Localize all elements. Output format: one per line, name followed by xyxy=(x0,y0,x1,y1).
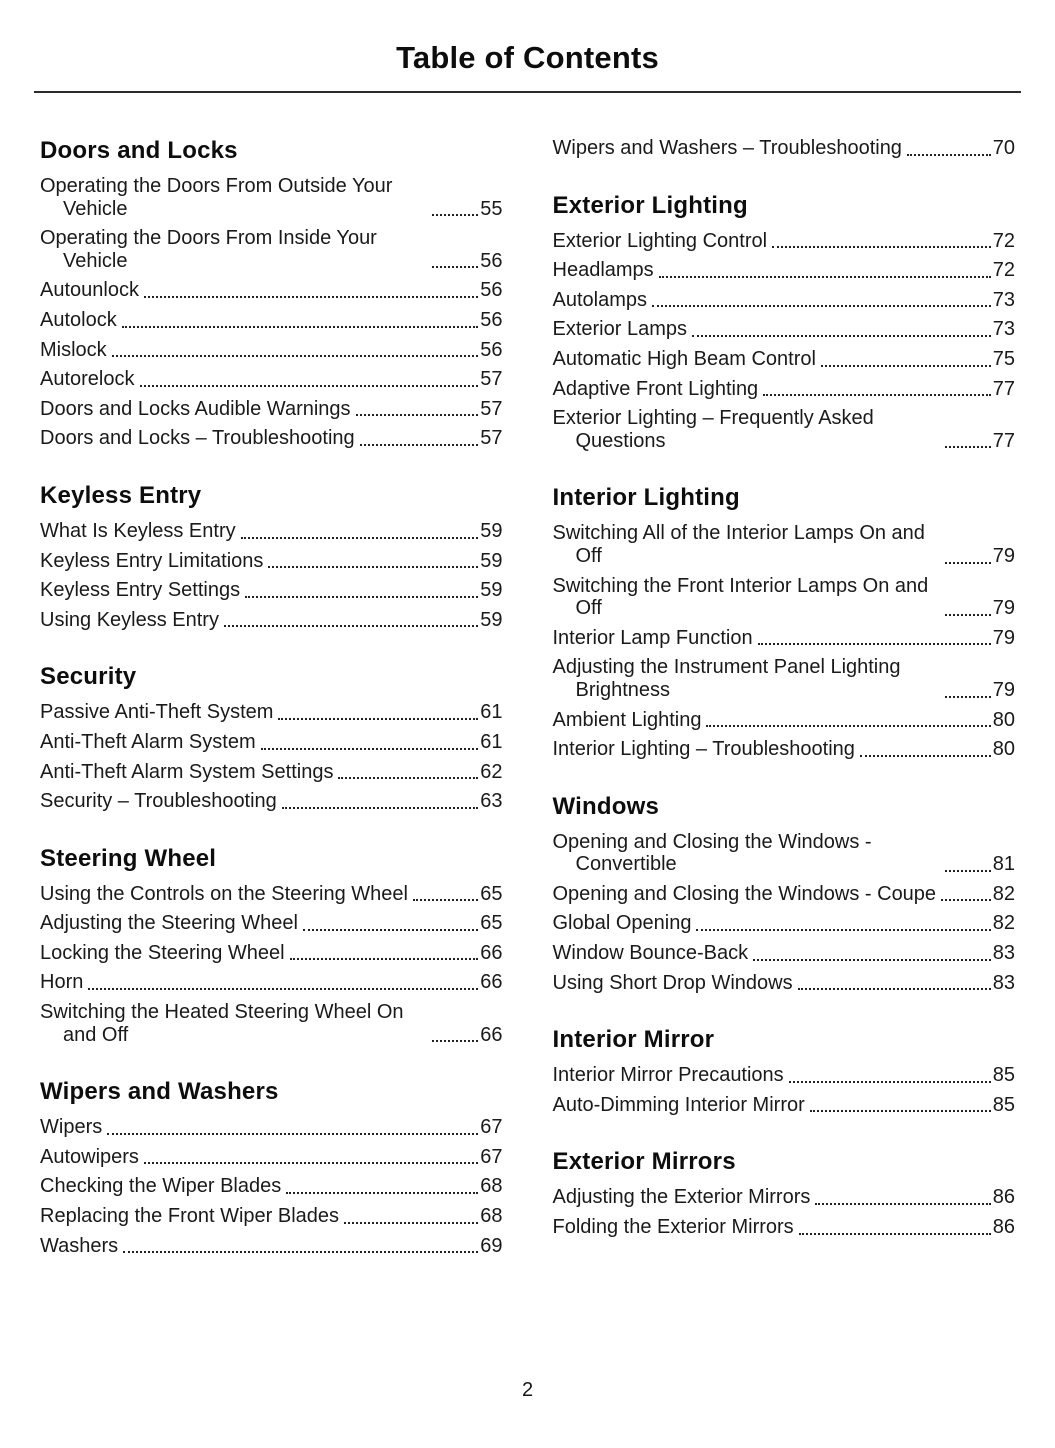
toc-entry-title: Interior Mirror Precautions xyxy=(552,1064,784,1087)
toc-entry xyxy=(40,1001,503,1046)
toc-entry xyxy=(553,378,1016,401)
toc-entry-page: 66 xyxy=(480,941,503,964)
leader-dots xyxy=(821,365,991,367)
section-heading: Steering Wheel xyxy=(40,844,217,872)
toc-entry-page: 59 xyxy=(480,519,503,542)
toc-entry-page: 72 xyxy=(992,259,1015,282)
toc-entry-page: 55 xyxy=(480,197,503,220)
toc-entry xyxy=(40,175,503,220)
toc-section xyxy=(40,1078,503,1257)
toc-entry-page: 62 xyxy=(480,760,503,783)
toc-entry xyxy=(553,289,1016,312)
footer-page-number: 2 xyxy=(521,1379,534,1401)
toc-entry-page: 82 xyxy=(992,912,1015,935)
toc-entry-title: Opening and Closing the Windows - Coupe xyxy=(552,882,937,905)
leader-dots xyxy=(286,1192,478,1194)
toc-entry-title: Autounlock xyxy=(40,279,139,302)
toc-entry-title: Exterior Lighting Control xyxy=(552,229,768,252)
toc-entry xyxy=(553,407,1016,452)
toc-entry-page: 77 xyxy=(992,429,1015,452)
toc-entry-page: 82 xyxy=(992,882,1015,905)
leader-dots xyxy=(278,718,478,720)
toc-entry-page: 67 xyxy=(480,1145,503,1168)
toc-entry-title: Autorelock xyxy=(40,368,135,391)
leader-dots xyxy=(758,643,991,645)
leader-dots xyxy=(432,266,478,268)
section-heading: Interior Mirror xyxy=(552,1026,715,1054)
toc-entry-page: 80 xyxy=(992,738,1015,761)
leader-dots xyxy=(122,326,479,328)
leader-dots xyxy=(123,1251,478,1253)
toc-entry-title: Keyless Entry Limitations xyxy=(40,549,264,572)
toc-entry-title: Checking the Wiper Blades xyxy=(40,1175,282,1198)
toc-entry-title: Automatic High Beam Control xyxy=(552,347,816,370)
toc-entry xyxy=(40,971,503,994)
toc-entry xyxy=(40,942,503,965)
toc-entry-page: 57 xyxy=(480,427,503,450)
toc-entry-page: 67 xyxy=(480,1116,503,1139)
toc-entry-page: 59 xyxy=(480,608,503,631)
leader-dots xyxy=(941,899,991,901)
leader-dots xyxy=(344,1222,478,1224)
toc-entry xyxy=(553,230,1016,253)
toc-entry xyxy=(553,259,1016,282)
title-divider xyxy=(34,91,1021,93)
leader-dots xyxy=(945,562,991,564)
leader-dots xyxy=(753,959,991,961)
leader-dots xyxy=(282,807,478,809)
leader-dots xyxy=(860,755,991,757)
toc-entry xyxy=(553,1094,1016,1117)
leader-dots xyxy=(659,276,991,278)
toc-entry-page: 86 xyxy=(992,1216,1015,1239)
toc-entry-title: Folding the Exterior Mirrors xyxy=(552,1216,794,1239)
toc-entry xyxy=(40,1205,503,1228)
leader-dots xyxy=(360,444,479,446)
toc-column-left xyxy=(40,137,503,1264)
toc-entry-title: Wipers xyxy=(40,1116,103,1139)
toc-entry-title: Autolock xyxy=(40,308,117,331)
leader-dots xyxy=(224,625,478,627)
toc-entry xyxy=(553,318,1016,341)
toc-entry-page: 85 xyxy=(992,1093,1015,1116)
toc-entry xyxy=(553,656,1016,701)
toc-entry-title: Interior Lamp Function xyxy=(552,626,753,649)
toc-entry-title: Autowipers xyxy=(40,1145,139,1168)
toc-entry-title: Replacing the Front Wiper Blades xyxy=(40,1205,340,1228)
toc-entry-title: Auto-Dimming Interior Mirror xyxy=(552,1093,805,1116)
toc-entry-title: Adjusting the Instrument Panel Lighting Brightness xyxy=(552,656,901,701)
toc-entry-title: Interior Lighting – Troubleshooting xyxy=(552,738,855,761)
toc-entry-page: 79 xyxy=(992,626,1015,649)
toc-entry xyxy=(40,701,503,724)
toc-entry xyxy=(40,339,503,362)
toc-entry-title: Mislock xyxy=(40,338,107,361)
leader-dots xyxy=(432,1040,478,1042)
leader-dots xyxy=(88,988,478,990)
toc-entry-page: 56 xyxy=(480,249,503,272)
toc-entry-page: 56 xyxy=(480,279,503,302)
toc-entry-page: 69 xyxy=(480,1234,503,1257)
leader-dots xyxy=(815,1203,990,1205)
toc-section xyxy=(553,484,1016,760)
leader-dots xyxy=(144,296,478,298)
toc-entry xyxy=(40,883,503,906)
toc-entry-page: 61 xyxy=(480,730,503,753)
toc-entry-page: 73 xyxy=(992,288,1015,311)
toc-entry-title: Operating the Doors From Inside Your Vehicle xyxy=(40,227,377,272)
toc-entry-page: 57 xyxy=(480,397,503,420)
leader-dots xyxy=(303,929,478,931)
toc-entry xyxy=(553,522,1016,567)
toc-entry-page: 65 xyxy=(480,882,503,905)
toc-entry-title: Security – Troubleshooting xyxy=(40,790,277,813)
toc-entry-title: Switching All of the Interior Lamps On and Off xyxy=(552,522,925,567)
toc-entry xyxy=(40,398,503,421)
toc-entry-title: Anti-Theft Alarm System Settings xyxy=(40,760,334,783)
leader-dots xyxy=(692,335,991,337)
toc-entry xyxy=(40,227,503,272)
page-title: Table of Contents xyxy=(396,40,659,75)
toc-column-right xyxy=(553,137,1016,1264)
toc-entry-title: Window Bounce-Back xyxy=(552,942,749,965)
toc-section xyxy=(553,1148,1016,1238)
toc-entry-title: Doors and Locks – Troubleshooting xyxy=(40,427,355,450)
toc-entry xyxy=(40,279,503,302)
toc-entry-page: 73 xyxy=(992,318,1015,341)
toc-entry-title: Adjusting the Exterior Mirrors xyxy=(552,1186,811,1209)
toc-entry-page: 79 xyxy=(992,678,1015,701)
toc-entry-title: Wipers and Washers – Troubleshooting xyxy=(552,137,902,159)
leader-dots xyxy=(945,870,991,872)
toc-section xyxy=(40,845,503,1047)
toc-entry xyxy=(553,1216,1016,1239)
leader-dots xyxy=(798,988,991,990)
toc-entry-page: 66 xyxy=(480,971,503,994)
toc-entry-page: 68 xyxy=(480,1205,503,1228)
toc-entry xyxy=(553,575,1016,620)
toc-entry xyxy=(40,427,503,450)
toc-section xyxy=(40,482,503,631)
toc-entry xyxy=(40,790,503,813)
toc-entry-page: 61 xyxy=(480,701,503,724)
toc-entry xyxy=(40,579,503,602)
section-heading: Doors and Locks xyxy=(40,137,238,164)
toc-entry-title: Exterior Lighting – Frequently Asked Questions xyxy=(552,407,874,452)
toc-entry xyxy=(40,309,503,332)
toc-entry-title: Adaptive Front Lighting xyxy=(552,377,759,400)
toc-entry-page: 59 xyxy=(480,579,503,602)
toc-entry-page: 80 xyxy=(992,708,1015,731)
leader-dots xyxy=(144,1162,478,1164)
toc-entry-page: 57 xyxy=(480,368,503,391)
toc-entry xyxy=(40,550,503,573)
leader-dots xyxy=(763,394,991,396)
toc-entry-title: What Is Keyless Entry xyxy=(40,519,236,542)
toc-entry-page: 75 xyxy=(992,347,1015,370)
toc-section xyxy=(553,1026,1016,1116)
toc xyxy=(34,137,1021,1264)
toc-entry-page: 56 xyxy=(480,338,503,361)
toc-entry xyxy=(553,1064,1016,1087)
section-heading: Keyless Entry xyxy=(40,481,202,509)
toc-entry-title: Locking the Steering Wheel xyxy=(40,941,285,964)
toc-entry-page: 66 xyxy=(480,1023,503,1046)
section-heading: Wipers and Washers xyxy=(40,1078,279,1106)
toc-entry-title: Exterior Lamps xyxy=(552,318,687,341)
leader-dots xyxy=(432,214,478,216)
section-heading: Exterior Lighting xyxy=(552,191,748,219)
toc-entry-title: Switching the Heated Steering Wheel On and Off xyxy=(40,1001,404,1046)
toc-entry-title: Operating the Doors From Outside Your Vehicle xyxy=(40,175,393,220)
toc-entry xyxy=(553,738,1016,761)
toc-entry xyxy=(553,972,1016,995)
toc-entry-title: Keyless Entry Settings xyxy=(40,579,241,602)
toc-entry-title: Using the Controls on the Steering Wheel xyxy=(40,882,408,905)
leader-dots xyxy=(241,537,479,539)
toc-entry-page: 70 xyxy=(992,137,1015,159)
toc-entry-page: 65 xyxy=(480,912,503,935)
toc-entry xyxy=(40,1175,503,1198)
toc-entry-title: Ambient Lighting xyxy=(552,708,702,731)
leader-dots xyxy=(945,696,991,698)
toc-entry xyxy=(553,912,1016,935)
toc-entry-page: 77 xyxy=(992,377,1015,400)
leader-dots xyxy=(652,305,991,307)
toc-entry xyxy=(40,1235,503,1258)
toc-entry-page: 83 xyxy=(992,942,1015,965)
leader-dots xyxy=(356,414,479,416)
leader-dots xyxy=(261,748,479,750)
toc-entry xyxy=(553,831,1016,876)
toc-entry-page: 72 xyxy=(992,229,1015,252)
toc-entry-title: Opening and Closing the Windows - Convertible xyxy=(552,830,872,876)
leader-dots xyxy=(107,1133,478,1135)
section-heading: Security xyxy=(40,663,137,691)
leader-dots xyxy=(772,246,991,248)
toc-entry xyxy=(553,942,1016,965)
toc-entry-title: Anti-Theft Alarm System xyxy=(40,730,256,753)
toc-entry xyxy=(553,1186,1016,1209)
leader-dots xyxy=(810,1110,991,1112)
toc-section xyxy=(553,137,1016,160)
leader-dots xyxy=(140,385,479,387)
toc-entry-page: 59 xyxy=(480,549,503,572)
toc-entry-title: Autolamps xyxy=(552,288,647,311)
leader-dots xyxy=(338,777,478,779)
toc-entry xyxy=(40,912,503,935)
toc-entry-page: 68 xyxy=(480,1175,503,1198)
toc-entry-page: 83 xyxy=(992,971,1015,994)
toc-entry xyxy=(40,1146,503,1169)
leader-dots xyxy=(706,725,990,727)
leader-dots xyxy=(696,929,990,931)
leader-dots xyxy=(799,1233,991,1235)
toc-entry-title: Adjusting the Steering Wheel xyxy=(40,912,298,935)
toc-entry-page: 85 xyxy=(992,1064,1015,1087)
toc-entry-title: Passive Anti-Theft System xyxy=(40,701,274,724)
toc-entry-page: 63 xyxy=(480,790,503,813)
toc-entry xyxy=(40,731,503,754)
toc-entry-title: Using Short Drop Windows xyxy=(552,971,793,994)
leader-dots xyxy=(268,566,478,568)
toc-entry xyxy=(553,883,1016,906)
leader-dots xyxy=(945,614,991,616)
toc-entry-title: Washers xyxy=(40,1234,119,1257)
toc-entry-page: 79 xyxy=(992,597,1015,620)
leader-dots xyxy=(945,446,991,448)
toc-entry-title: Headlamps xyxy=(552,259,654,282)
toc-entry-page: 56 xyxy=(480,308,503,331)
leader-dots xyxy=(907,154,991,156)
toc-entry xyxy=(553,709,1016,732)
toc-entry-page: 86 xyxy=(992,1186,1015,1209)
section-heading: Exterior Mirrors xyxy=(552,1148,736,1176)
leader-dots xyxy=(789,1081,991,1083)
toc-entry xyxy=(40,761,503,784)
leader-dots xyxy=(413,899,478,901)
toc-entry xyxy=(40,368,503,391)
toc-entry xyxy=(40,520,503,543)
toc-section xyxy=(40,137,503,450)
leader-dots xyxy=(112,355,479,357)
toc-entry-title: Using Keyless Entry xyxy=(40,608,219,631)
toc-entry xyxy=(553,137,1016,160)
toc-entry-title: Horn xyxy=(40,971,84,994)
section-heading: Windows xyxy=(552,792,660,820)
toc-entry-title: Doors and Locks Audible Warnings xyxy=(40,397,351,420)
leader-dots xyxy=(245,596,478,598)
toc-section xyxy=(553,192,1016,453)
toc-entry-page: 79 xyxy=(992,544,1015,567)
toc-entry-title: Switching the Front Interior Lamps On and Off xyxy=(552,574,929,620)
toc-section xyxy=(40,663,503,812)
toc-entry-page: 81 xyxy=(992,853,1015,876)
leader-dots xyxy=(290,958,479,960)
toc-entry-title: Global Opening xyxy=(552,912,692,935)
toc-entry xyxy=(40,609,503,632)
toc-section xyxy=(553,793,1016,995)
toc-entry xyxy=(40,1116,503,1139)
section-heading: Interior Lighting xyxy=(552,484,740,512)
toc-entry xyxy=(553,627,1016,650)
toc-entry xyxy=(553,348,1016,371)
